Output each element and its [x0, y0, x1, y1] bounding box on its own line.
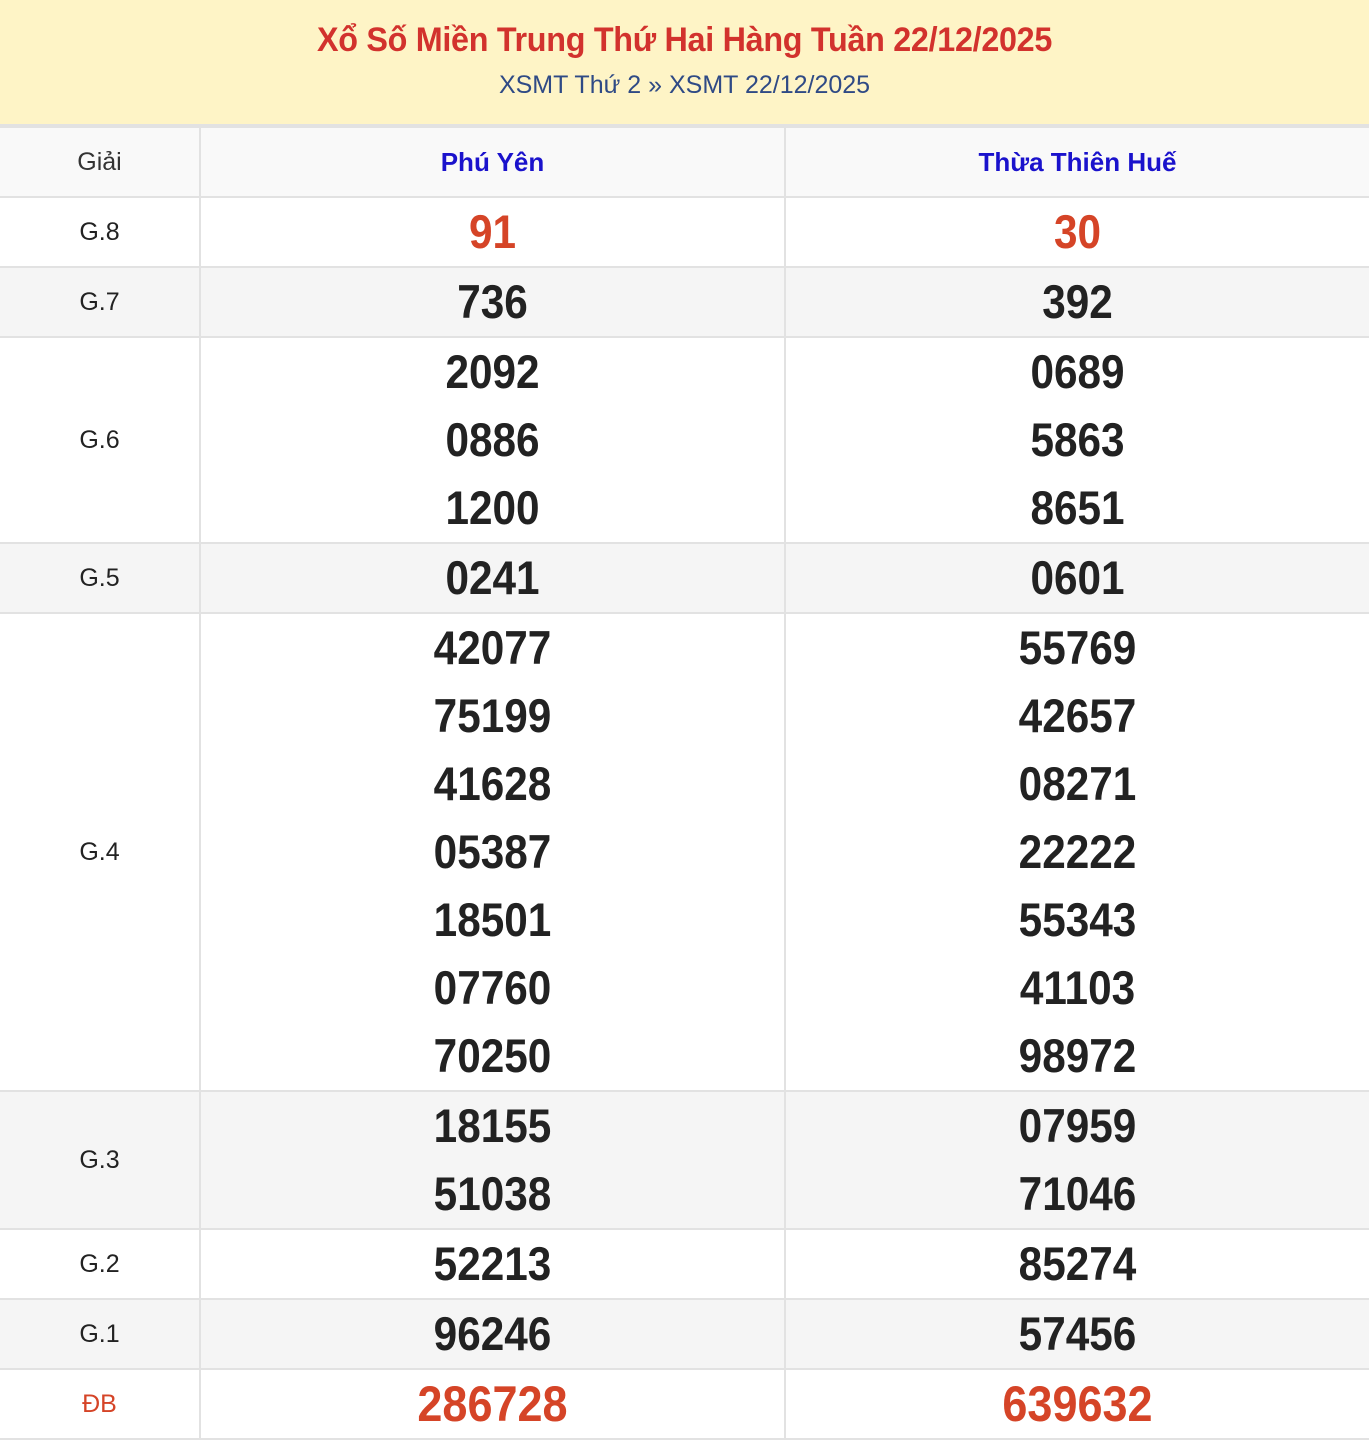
lottery-number: 0241 [445, 551, 540, 604]
lottery-number: 42657 [1018, 689, 1137, 742]
lottery-number: 30 [1053, 205, 1102, 258]
lottery-number: 1200 [445, 481, 540, 534]
table-row [0, 1091, 1369, 1229]
cell-thua-thien-hue [785, 1091, 1369, 1229]
lottery-number: 05387 [433, 825, 552, 878]
lottery-number: 70250 [433, 1029, 552, 1082]
cell-thua-thien-hue [785, 543, 1369, 613]
lottery-number: 18501 [433, 893, 552, 946]
column-header-prize: Giải [0, 127, 200, 197]
prize-label: G.1 [0, 1299, 200, 1369]
prize-label: G.7 [0, 267, 200, 337]
lottery-number: 639632 [1002, 1376, 1153, 1432]
breadcrumb [0, 70, 1369, 100]
table-row [0, 1369, 1369, 1439]
prize-label: G.4 [0, 613, 200, 1091]
breadcrumb-link-xsmt-thu-2[interactable]: XSMT Thứ 2 [498, 71, 642, 99]
lottery-number: 41103 [1019, 961, 1136, 1014]
prize-label: G.5 [0, 543, 200, 613]
lottery-number: 2092 [445, 345, 540, 398]
prize-label: G.2 [0, 1229, 200, 1299]
lottery-number: 5863 [1030, 413, 1125, 466]
cell-thua-thien-hue [785, 197, 1369, 267]
lottery-number: 91 [468, 205, 517, 258]
column-header-phu-yen[interactable]: Phú Yên [200, 127, 785, 197]
prize-label: G.8 [0, 197, 200, 267]
lottery-number: 736 [457, 275, 528, 328]
lottery-number: 51038 [433, 1167, 552, 1220]
lottery-number: 52213 [433, 1237, 552, 1290]
lottery-number: 55769 [1018, 621, 1137, 674]
cell-phu-yen [200, 1229, 785, 1299]
table-row [0, 267, 1369, 337]
cell-thua-thien-hue [785, 267, 1369, 337]
cell-phu-yen [200, 543, 785, 613]
column-header-thua-thien-hue[interactable]: Thừa Thiên Huế [785, 127, 1369, 197]
cell-phu-yen [200, 1369, 785, 1439]
lottery-number: 286728 [417, 1376, 568, 1432]
cell-phu-yen [200, 613, 785, 1091]
lottery-number: 08271 [1018, 757, 1137, 810]
cell-thua-thien-hue [785, 337, 1369, 543]
cell-thua-thien-hue [785, 613, 1369, 1091]
prize-label: G.3 [0, 1091, 200, 1229]
lottery-number: 75199 [433, 689, 552, 742]
lottery-number: 0689 [1030, 345, 1125, 398]
table-row [0, 1229, 1369, 1299]
table-header-row [0, 127, 1369, 197]
lottery-number: 0601 [1030, 551, 1125, 604]
lottery-number: 41628 [433, 757, 552, 810]
prize-label: ĐB [0, 1369, 200, 1439]
cell-thua-thien-hue [785, 1299, 1369, 1369]
lottery-number: 98972 [1018, 1029, 1137, 1082]
cell-thua-thien-hue [785, 1229, 1369, 1299]
lottery-number: 392 [1042, 275, 1113, 328]
table-row [0, 337, 1369, 543]
lottery-number: 85274 [1018, 1237, 1137, 1290]
breadcrumb-link-xsmt-date[interactable]: XSMT 22/12/2025 [669, 71, 871, 99]
lottery-number: 55343 [1018, 893, 1137, 946]
results-table [0, 126, 1369, 1440]
cell-phu-yen [200, 267, 785, 337]
table-row [0, 197, 1369, 267]
table-row [0, 613, 1369, 1091]
cell-phu-yen [200, 197, 785, 267]
page-title: Xổ Số Miền Trung Thứ Hai Hàng Tuần 22/12/2025 [316, 21, 1053, 59]
cell-phu-yen [200, 337, 785, 543]
lottery-number: 96246 [433, 1307, 552, 1360]
page-header [0, 0, 1369, 126]
lottery-number: 42077 [433, 621, 552, 674]
results-body [0, 197, 1369, 1439]
breadcrumb-separator: » [648, 71, 663, 99]
prize-label: G.6 [0, 337, 200, 543]
table-row [0, 1299, 1369, 1369]
lottery-number: 07760 [433, 961, 552, 1014]
table-row [0, 543, 1369, 613]
cell-phu-yen [200, 1299, 785, 1369]
lottery-number: 07959 [1018, 1099, 1137, 1152]
cell-phu-yen [200, 1091, 785, 1229]
cell-thua-thien-hue [785, 1369, 1369, 1439]
lottery-number: 57456 [1018, 1307, 1137, 1360]
lottery-number: 0886 [445, 413, 540, 466]
lottery-number: 71046 [1018, 1167, 1137, 1220]
lottery-number: 22222 [1018, 825, 1137, 878]
lottery-number: 18155 [433, 1099, 552, 1152]
lottery-number: 8651 [1030, 481, 1125, 534]
